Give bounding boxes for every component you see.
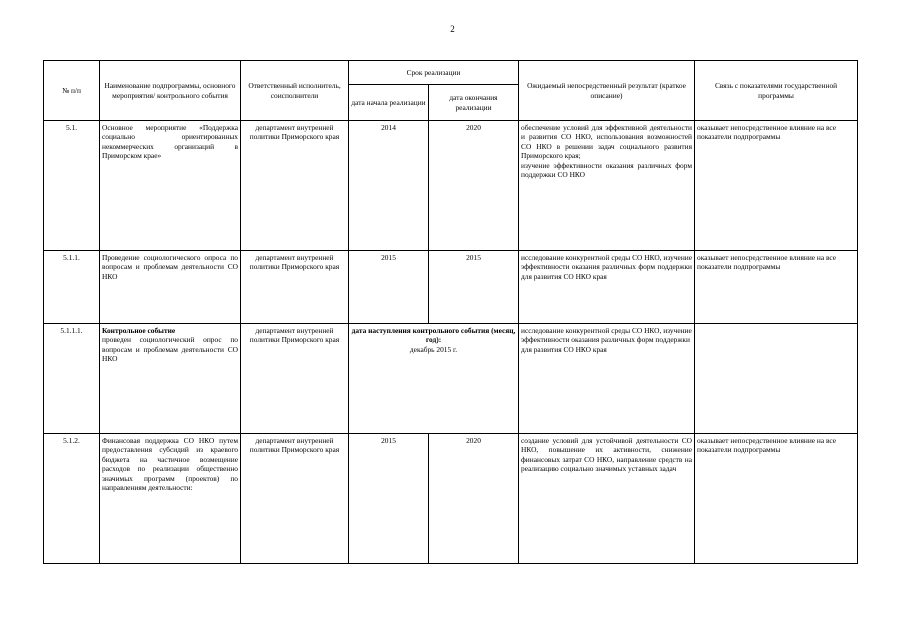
header-name: Наименование подпрограммы, основного мероприятия/ контрольного события: [100, 61, 241, 121]
row-name: Финансовая поддержка СО НКО путем предоставления субсидий из краевого бюджета на частичное возмещение расходов по реализации общественно значимых программ (проектов) по направлениям деятельности:: [100, 434, 241, 564]
row-result: создание условий для устойчивой деятельности СО НКО, повышение их активности, снижение финансовых затрат СО НКО, направление средств на реализацию социально значимых уставных задач: [519, 434, 695, 564]
row-start: 2015: [349, 251, 429, 324]
header-num: № п/п: [44, 61, 100, 121]
control-event-label: Контрольное событие: [102, 326, 176, 335]
header-end: дата окончания реализации: [429, 85, 519, 121]
event-date-label: дата наступления контрольного события (месяц, год):: [351, 326, 516, 345]
row-name: Проведение социологического опроса по вопросам и проблемам деятельности СО НКО: [100, 251, 241, 324]
table-row: [44, 324, 858, 434]
header-result: Ожидаемый непосредственный результат (краткое описание): [519, 61, 695, 121]
row-link: [695, 324, 858, 434]
row-link: оказывает непосредственное влияние на все показатели подпрограммы: [695, 251, 858, 324]
row-start: 2015: [349, 434, 429, 564]
row-executor: департамент внутренней политики Приморского края: [241, 434, 349, 564]
program-table: [43, 60, 858, 564]
row-executor: департамент внутренней политики Приморского края: [241, 121, 349, 251]
row-result: обеспечение условий для эффективной деятельности и развития СО НКО, использования возможностей СО НКО в решении задач социального развития Приморского края; изучение эффективности оказания различных форм поддержки СО НКО: [519, 121, 695, 251]
row-num: 5.1.2.: [44, 434, 100, 564]
header-start: дата начала реализации: [349, 85, 429, 121]
row-link: оказывает непосредственное влияние на все показатели подпрограммы: [695, 434, 858, 564]
event-date-value: декабрь 2015 г.: [409, 344, 458, 354]
row-end: 2015: [429, 251, 519, 324]
header-link: Связь с показателями государственной программы: [695, 61, 858, 121]
row-name: [100, 324, 241, 434]
row-result: исследование конкурентной среды СО НКО, изучение эффективности оказания различных форм поддержки для развития СО НКО края: [519, 251, 695, 324]
row-executor: департамент внутренней политики Приморского края: [241, 324, 349, 434]
table-row: [44, 434, 858, 564]
row-end: 2020: [429, 434, 519, 564]
header-period: Срок реализации: [349, 61, 519, 85]
row-num: 5.1.1.: [44, 251, 100, 324]
row-end: 2020: [429, 121, 519, 251]
row-num: 5.1.1.1.: [44, 324, 100, 434]
table-row: [44, 121, 858, 251]
table-row: [44, 251, 858, 324]
row-result: исследование конкурентной среды СО НКО, изучение эффективности оказания различных форм поддержки для развития СО НКО края: [519, 324, 695, 434]
page-number: 2: [450, 24, 455, 34]
row-num: 5.1.: [44, 121, 100, 251]
header-executor: Ответственный исполнитель, соисполнители: [241, 61, 349, 121]
row-executor: департамент внутренней политики Приморского края: [241, 251, 349, 324]
row-link: оказывает непосредственное влияние на все показатели подпрограммы: [695, 121, 858, 251]
row-name: Основное мероприятие «Поддержка социально ориентированных некоммерческих организаций в Приморском крае»: [100, 121, 241, 251]
row-event-date: [349, 324, 519, 434]
row-start: 2014: [349, 121, 429, 251]
control-event-text: проведен социологический опрос по вопросам и проблемам деятельности СО НКО: [102, 335, 238, 364]
